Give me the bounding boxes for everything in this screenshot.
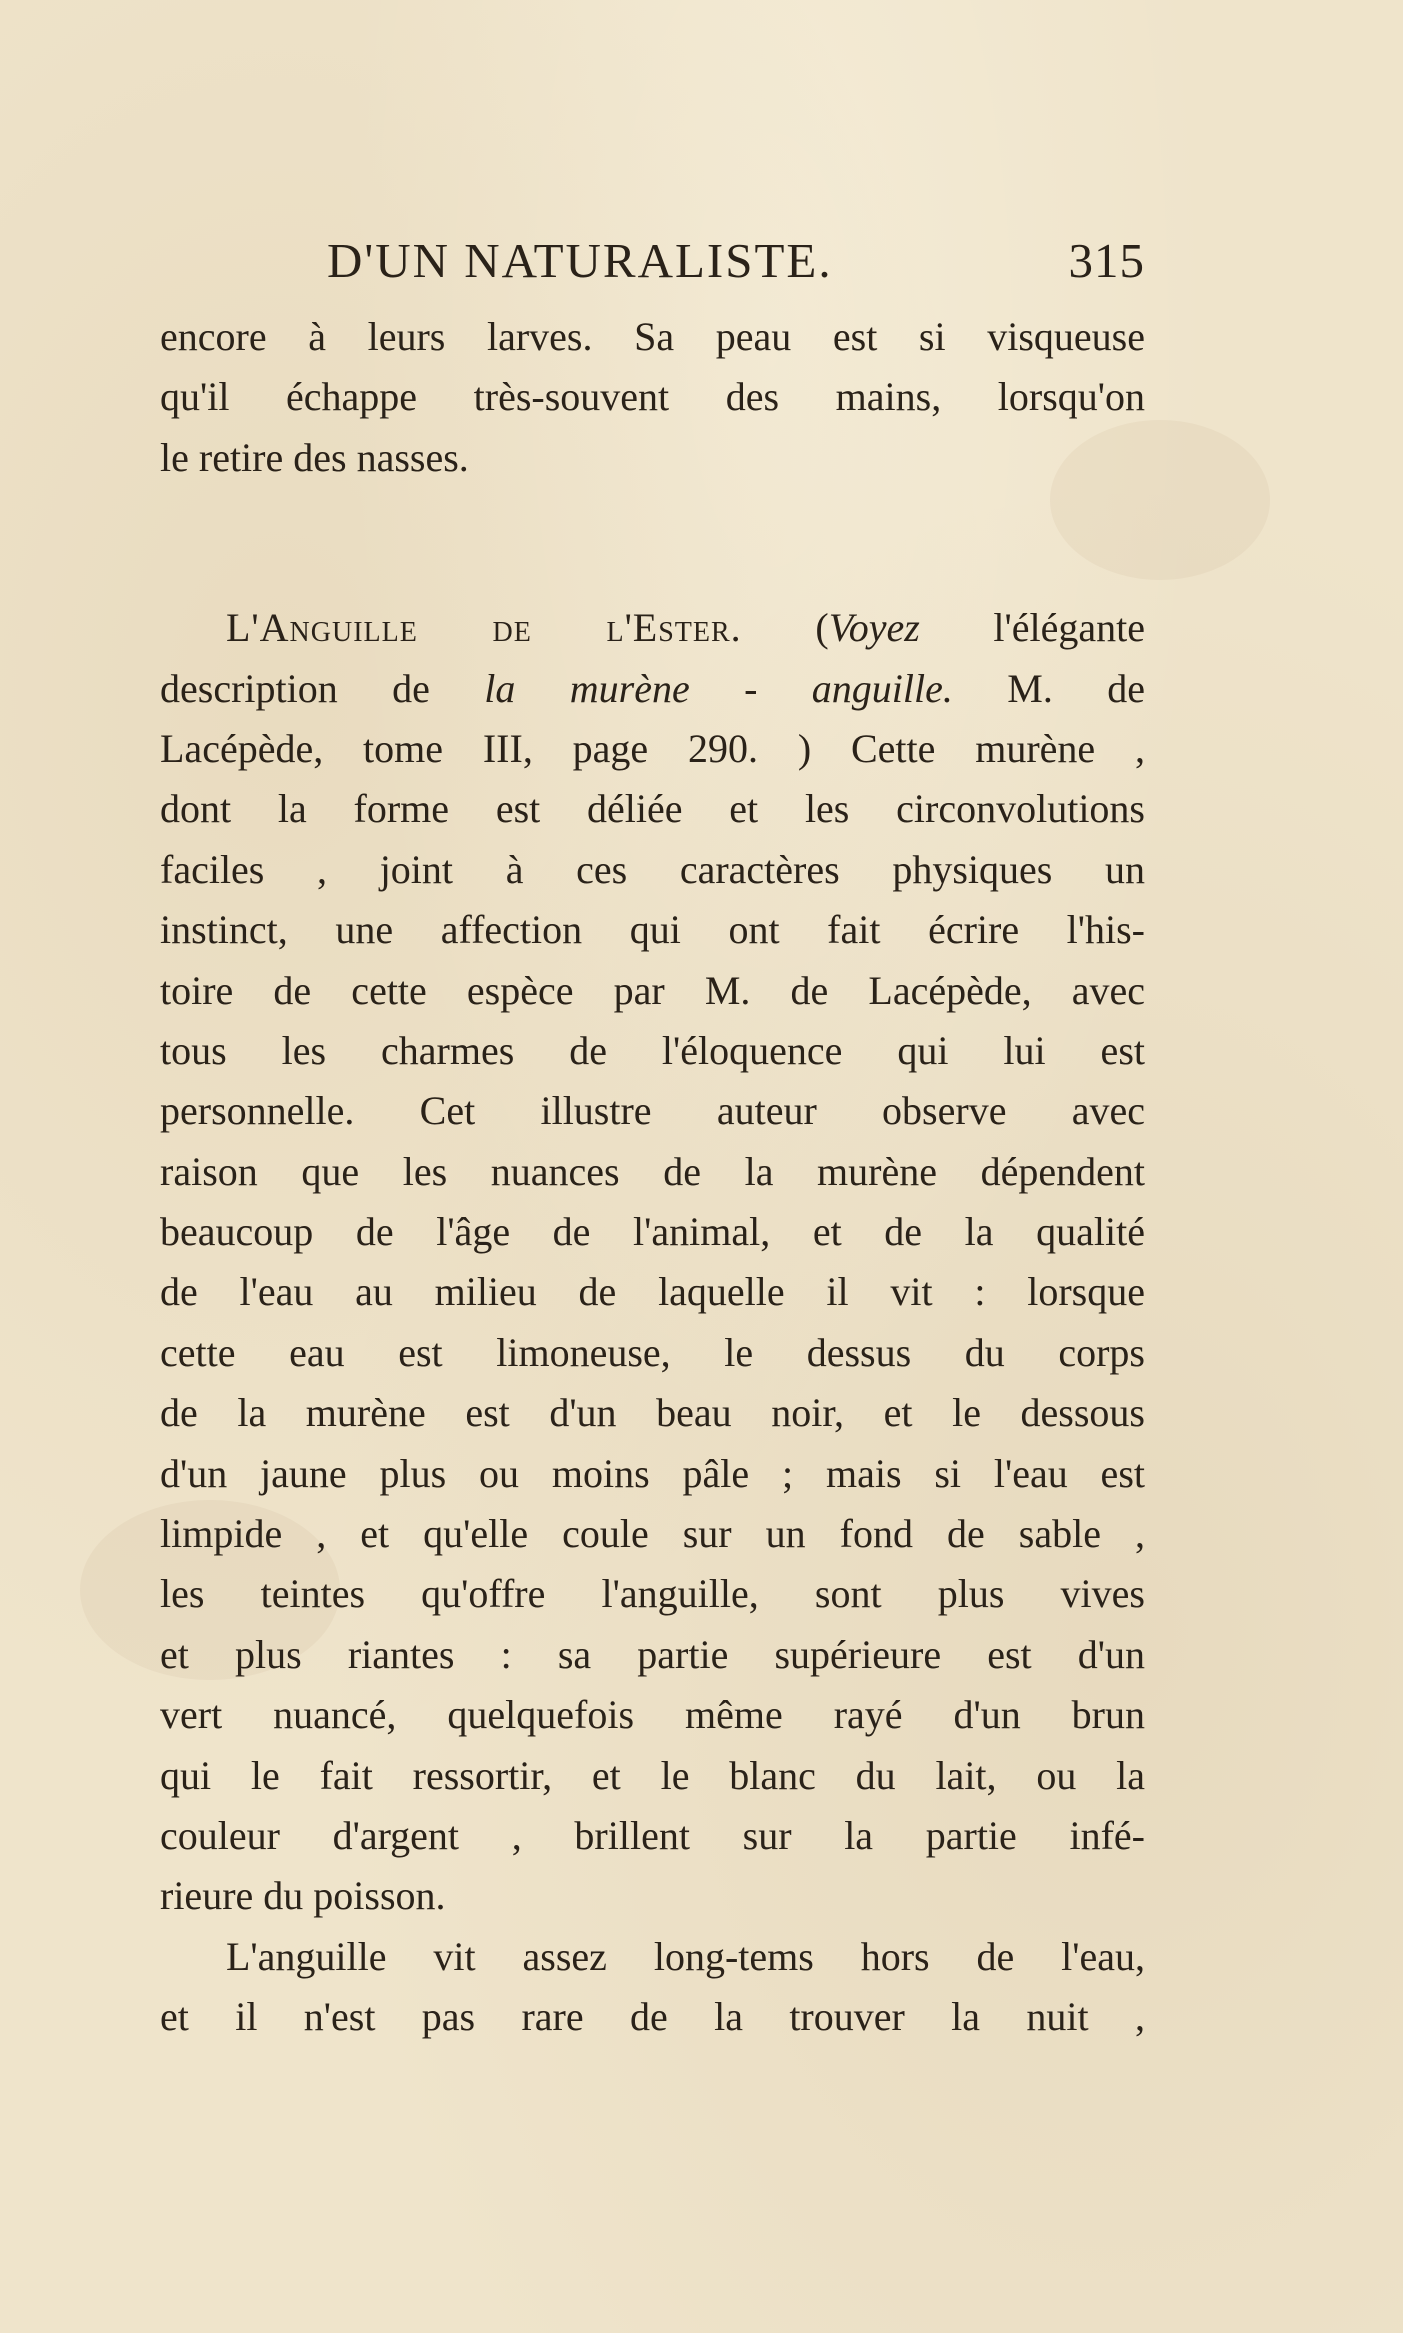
text-line: et il n'est pas rare de la trouver la nuit ,	[160, 1994, 1145, 2040]
text-line: personnelle. Cet illustre auteur observe avec	[160, 1088, 1145, 1134]
paragraph-gap	[160, 488, 1145, 598]
text-line: qui le fait ressortir, et le blanc du lait, ou la	[160, 1752, 1145, 1798]
text-line: de l'eau au milieu de laquelle il vit : lorsque	[160, 1269, 1145, 1315]
text-line: les teintes qu'offre l'anguille, sont plus vives	[160, 1571, 1145, 1617]
text-line: qu'il échappe très-souvent des mains, lorsqu'on	[160, 374, 1145, 420]
ref-italic: la murène - anguille.	[484, 665, 953, 711]
page-number: 315	[1068, 233, 1145, 288]
text-line: couleur d'argent , brillent sur la partie infé-	[160, 1812, 1145, 1858]
text-line: vert nuancé, quelquefois même rayé d'un brun	[160, 1692, 1145, 1738]
ref-text: M. de	[952, 665, 1145, 711]
ref-text: description de	[160, 665, 485, 711]
text-line: cette eau est limoneuse, le dessus du corps	[160, 1329, 1145, 1375]
text-line	[160, 659, 1145, 719]
text-line	[160, 598, 1145, 658]
text-line: raison que les nuances de la murène dépendent	[160, 1148, 1145, 1194]
ref-italic: Voyez	[828, 605, 920, 651]
section-heading: L'Anguille de l'Ester.	[226, 605, 742, 651]
text-line: toire de cette espèce par M. de Lacépède, avec	[160, 967, 1145, 1013]
ref-text: l'élégante	[919, 605, 1145, 651]
text-line: faciles , joint à ces caractères physiques un	[160, 846, 1145, 892]
text-line: encore à leurs larves. Sa peau est si visqueuse	[160, 314, 1145, 359]
text-line: L'anguille vit assez long-tems hors de l'eau,	[226, 1933, 1145, 1979]
page-header	[160, 232, 1145, 302]
body-text	[160, 307, 1145, 2048]
ref-paren: (	[815, 605, 829, 651]
text-line: d'un jaune plus ou moins pâle ; mais si l'eau est	[160, 1450, 1145, 1496]
text-line: limpide , et qu'elle coule sur un fond de sable ,	[160, 1511, 1145, 1557]
text-line: de la murène est d'un beau noir, et le dessous	[160, 1390, 1145, 1436]
text-line: le retire des nasses.	[160, 434, 469, 480]
text-line: tous les charmes de l'éloquence qui lui est	[160, 1027, 1145, 1073]
text-line: instinct, une affection qui ont fait écrire l'his-	[160, 907, 1145, 953]
running-title: D'UN NATURALISTE.	[327, 233, 833, 288]
text-line: rieure du poisson.	[160, 1873, 446, 1919]
text-line: dont la forme est déliée et les circonvolutions	[160, 786, 1145, 832]
text-line: beaucoup de l'âge de l'animal, et de la qualité	[160, 1209, 1145, 1255]
text-line: Lacépède, tome III, page 290. ) Cette murène ,	[160, 725, 1145, 771]
text-line: et plus riantes : sa partie supérieure est d'un	[160, 1631, 1145, 1677]
